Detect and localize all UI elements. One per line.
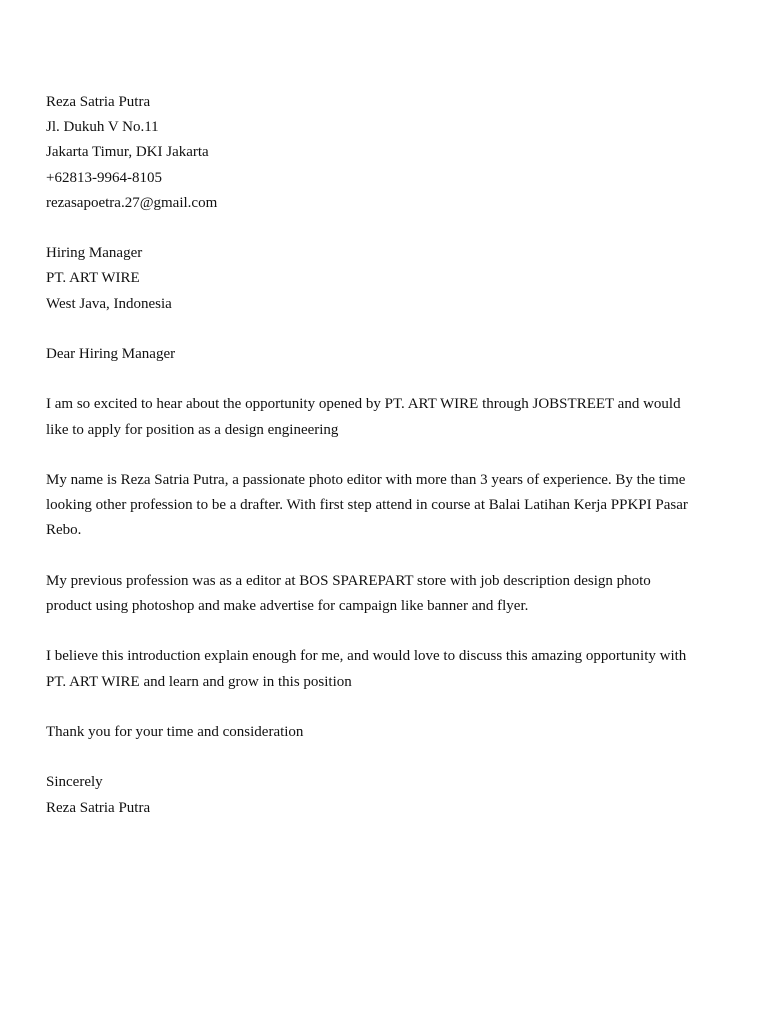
body-paragraph-4 [46,644,726,694]
sender-name: Reza Satria Putra [46,94,151,110]
cover-letter [46,90,726,846]
recipient-location: West Java, Indonesia [46,295,172,312]
salutation-text: Dear Hiring Manager [46,346,176,362]
recipient-company: PT. ART WIRE [46,270,140,287]
closing-block [46,770,726,820]
closing-word: Sincerely [46,774,103,791]
sender-phone: +62813-9964-8105 [46,169,162,186]
paragraph-line: looking other profession to be a drafter. With first step attend in course at Balai Latihan Kerja PPKPI Pasar [46,497,688,514]
salutation [46,342,726,367]
sender-address-line1: Jl. Dukuh V No.11 [46,119,159,136]
paragraph-line: I believe this introduction explain enough for me, and would love to discuss this amazing opportunity with [46,648,687,665]
paragraph-line: I am so excited to hear about the opportunity opened by PT. ART WIRE through JOBSTREET and would [46,396,681,413]
body-paragraph-5 [46,720,726,745]
body-paragraph-2 [46,468,726,544]
sender-address-line2: Jakarta Timur, DKI Jakarta [46,144,209,161]
paragraph-line: product using photoshop and make advertise for campaign like banner and flyer. [46,597,529,614]
paragraph-line: My name is Reza Satria Putra, a passionate photo editor with more than 3 years of experience. By the time [46,471,686,488]
signature-name: Reza Satria Putra [46,799,151,816]
paragraph-line: PT. ART WIRE and learn and grow in this position [46,673,352,690]
paragraph-line: My previous profession was as a editor at BOS SPAREPART store with job description design photo [46,572,651,589]
sender-email: rezasapoetra.27@gmail.com [46,194,218,211]
paragraph-line: Rebo. [46,522,82,539]
body-paragraph-1 [46,392,726,442]
paragraph-line: like to apply for position as a design engineering [46,421,339,438]
body-paragraph-3 [46,569,726,619]
paragraph-line: Thank you for your time and consideration [46,723,304,740]
recipient-title: Hiring Manager [46,245,143,262]
recipient-block [46,241,726,317]
sender-block [46,90,726,216]
